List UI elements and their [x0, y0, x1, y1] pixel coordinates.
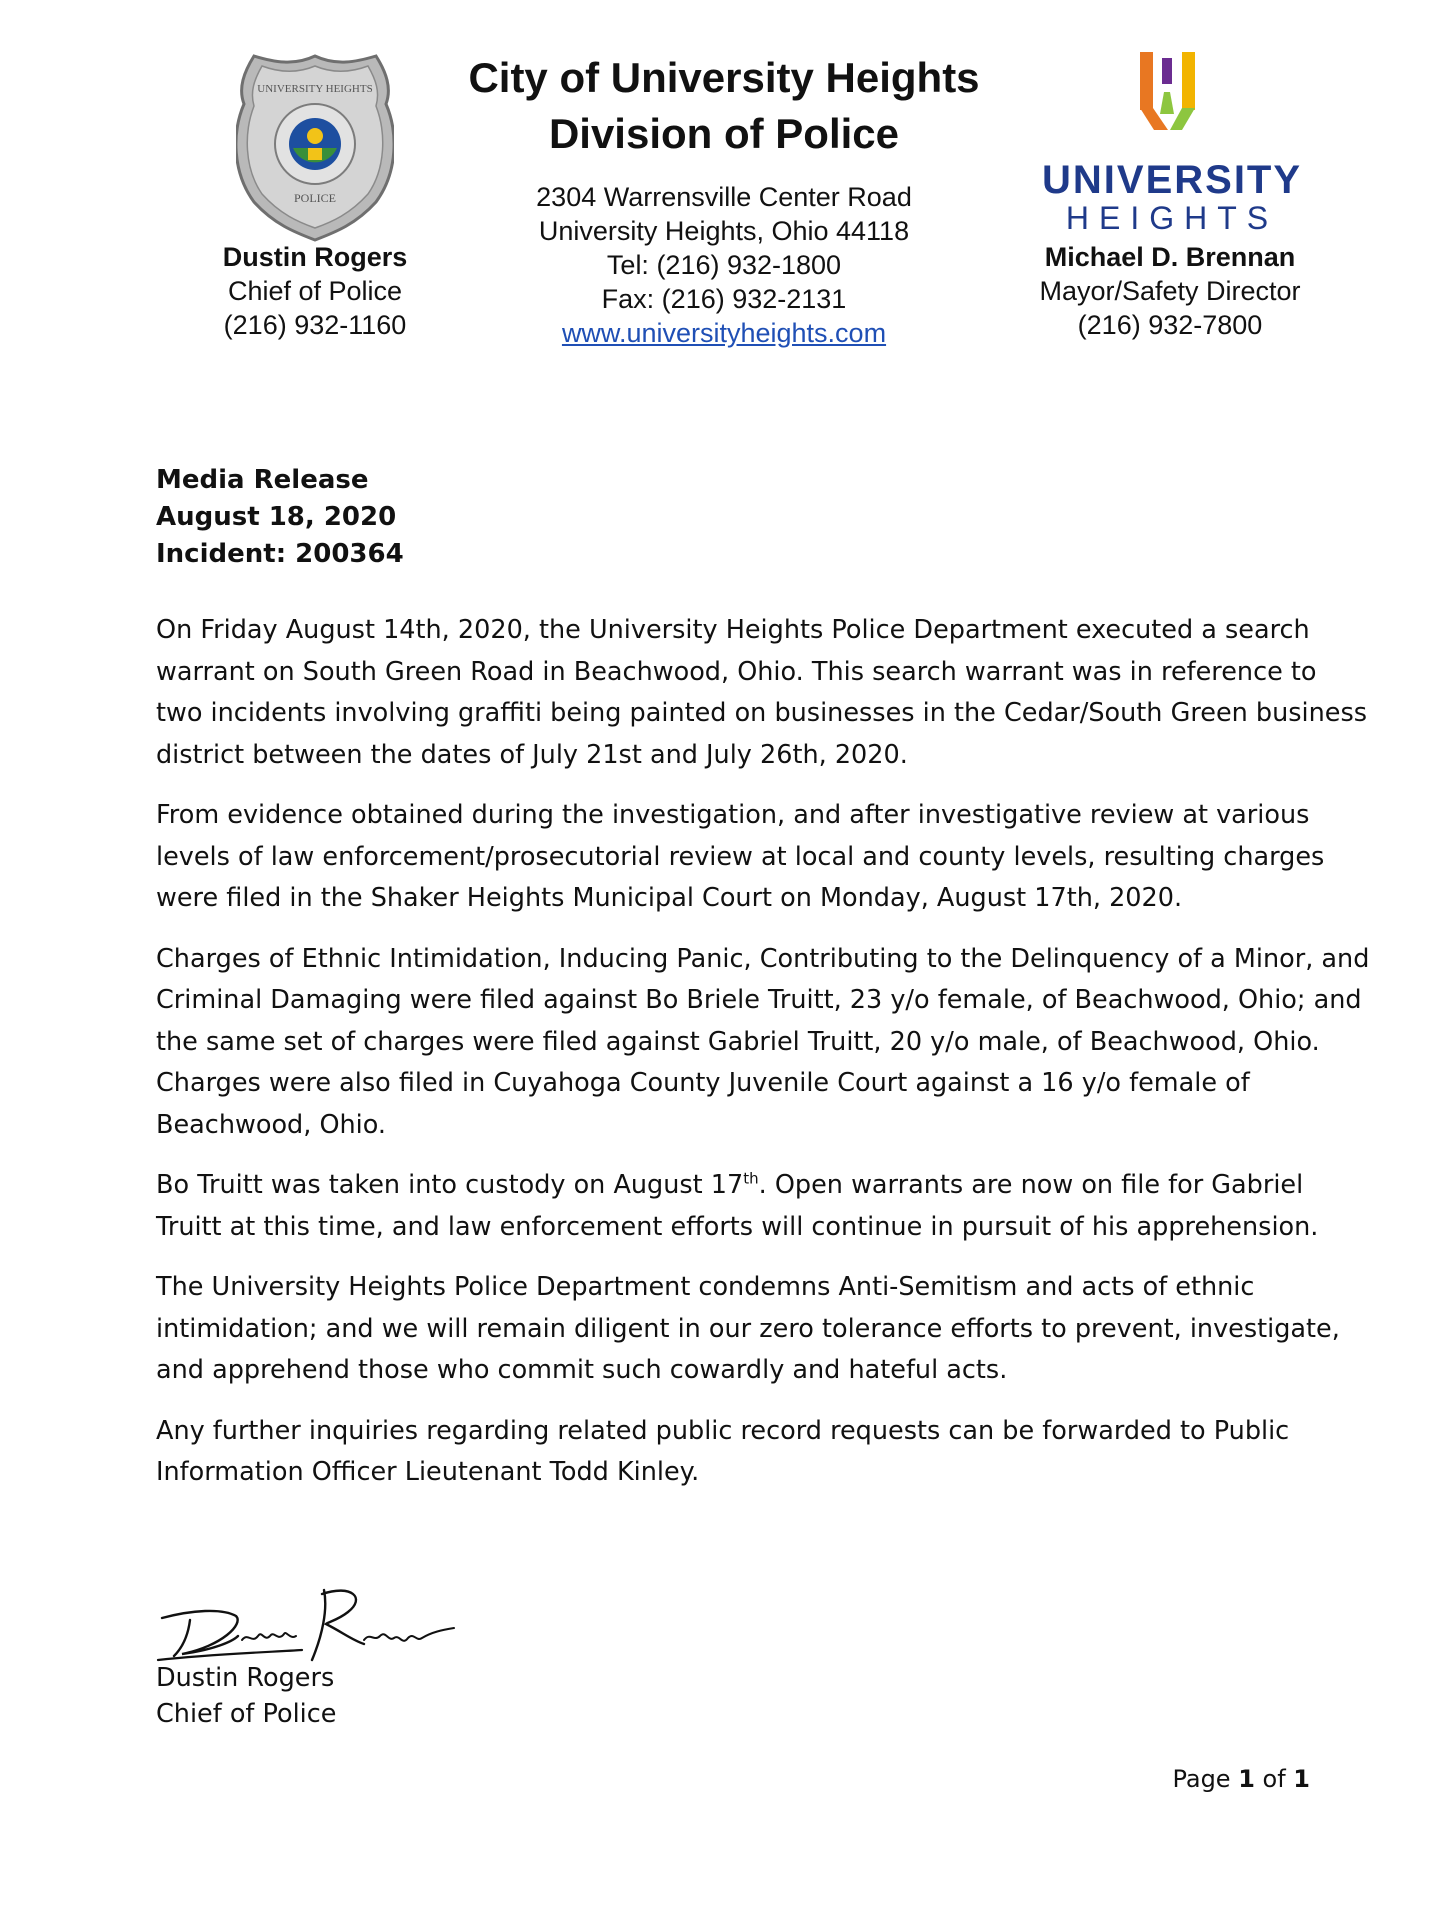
address-line1: 2304 Warrensville Center Road	[536, 182, 912, 212]
badge-top-text: UNIVERSITY HEIGHTS	[257, 83, 373, 95]
paragraph-4	[156, 1165, 1336, 1248]
paragraph-line: Charges of Ethnic Intimidation, Inducing Panic, Contributing to the Delinquency of a Minor, and	[156, 943, 1370, 974]
paragraph-line: Criminal Damaging were filed against Bo Briele Truitt, 23 y/o female, of Beachwood, Ohio; and	[156, 985, 1362, 1015]
tel-number: Tel: (216) 932-1800	[606, 250, 842, 280]
paragraph-line: were filed in the Shaker Heights Municipal Court on Monday, August 17th, 2020.	[156, 883, 1183, 913]
paragraph-line: Information Officer Lieutenant Todd Kinley.	[156, 1457, 700, 1487]
paragraph-line: Charges were also filed in Cuyahoga County Juvenile Court against a 16 y/o female of	[156, 1068, 1250, 1098]
chief-contact	[180, 240, 450, 342]
signer-title: Chief of Police	[156, 1699, 337, 1729]
paragraph-line: warrant on South Green Road in Beachwood, Ohio. This search warrant was in reference to	[156, 656, 1317, 687]
paragraph-line: Truitt at this time, and law enforcement efforts will continue in pursuit of his apprehension.	[156, 1211, 1319, 1242]
logo-word-heights: HEIGHTS	[1065, 200, 1279, 236]
letterhead-title-line2: Division of Police	[548, 110, 900, 157]
paragraph-line: Any further inquiries regarding related public record requests can be forwarded to Public	[156, 1415, 1290, 1446]
paragraph-line: The University Heights Police Department condemns Anti-Semitism and acts of ethnic	[156, 1272, 1255, 1302]
paragraph-line: intimidation; and we will remain diligent in our zero tolerance efforts to prevent, investigate,	[156, 1313, 1340, 1344]
address-line2: University Heights, Ohio 44118	[538, 216, 910, 246]
police-badge-logo	[236, 52, 394, 242]
custody-text: Bo Truitt was taken into custody on August 17	[156, 1170, 744, 1200]
letterhead-center	[424, 50, 1024, 350]
paragraph-line: On Friday August 14th, 2020, the University Heights Police Department executed a search	[156, 615, 1310, 645]
paragraph-1	[156, 610, 1368, 776]
university-heights-logo	[1042, 52, 1302, 242]
mayor-phone: (216) 932-7800	[1077, 310, 1263, 340]
page-current: 1	[1238, 1765, 1255, 1793]
paragraph-line	[156, 1165, 1336, 1207]
paragraph-line: From evidence obtained during the investigation, and after investigative review at various	[156, 800, 1310, 830]
paragraph-line: two incidents involving graffiti being painted on businesses in the Cedar/South Green business	[156, 698, 1368, 728]
signer-name: Dustin Rogers	[156, 1663, 335, 1693]
mayor-title: Mayor/Safety Director	[1039, 276, 1301, 306]
page-prefix: Page	[1172, 1765, 1239, 1793]
badge-bottom-text: POLICE	[294, 191, 336, 205]
chief-title: Chief of Police	[227, 276, 403, 306]
signer-block	[156, 1660, 336, 1732]
letterhead-title-line1: City of University Heights	[468, 54, 980, 101]
paragraph-line: Beachwood, Ohio.	[156, 1109, 387, 1140]
handwritten-signature	[152, 1580, 462, 1670]
paragraph-line: and apprehend those who commit such cowardly and hateful acts.	[156, 1355, 1008, 1385]
logo-word-university: UNIVERSITY	[1042, 158, 1303, 202]
paragraph-5	[156, 1267, 1340, 1392]
release-type: Media Release	[156, 465, 369, 495]
chief-name: Dustin Rogers	[222, 242, 408, 272]
release-date: August 18, 2020	[156, 502, 397, 532]
incident-number: Incident: 200364	[156, 539, 404, 569]
page-total: 1	[1293, 1765, 1310, 1793]
paragraph-line: levels of law enforcement/prosecutorial review at local and county levels, resulting charges	[156, 841, 1325, 872]
paragraph-line: district between the dates of July 21st and July 26th, 2020.	[156, 739, 908, 770]
paragraph-6	[156, 1411, 1336, 1494]
uh-mark-icon	[1134, 52, 1214, 132]
release-body	[156, 610, 1370, 1513]
warrant-text: . Open warrants are now on file for Gabriel	[758, 1170, 1304, 1200]
chief-phone: (216) 932-1160	[223, 310, 407, 340]
mayor-name: Michael D. Brennan	[1044, 242, 1296, 272]
website-link[interactable]: www.universityheights.com	[561, 318, 887, 348]
ordinal-suffix: th	[743, 1169, 759, 1188]
paragraph-2	[156, 795, 1336, 920]
release-meta	[156, 462, 404, 573]
fax-number: Fax: (216) 932-2131	[601, 284, 847, 314]
page-of: of	[1254, 1765, 1294, 1793]
paragraph-line: the same set of charges were filed against Gabriel Truitt, 20 y/o male, of Beachwood, Ohio.	[156, 1026, 1320, 1057]
mayor-contact	[1010, 240, 1330, 342]
page-number	[1150, 1765, 1310, 1793]
paragraph-3	[156, 939, 1370, 1147]
